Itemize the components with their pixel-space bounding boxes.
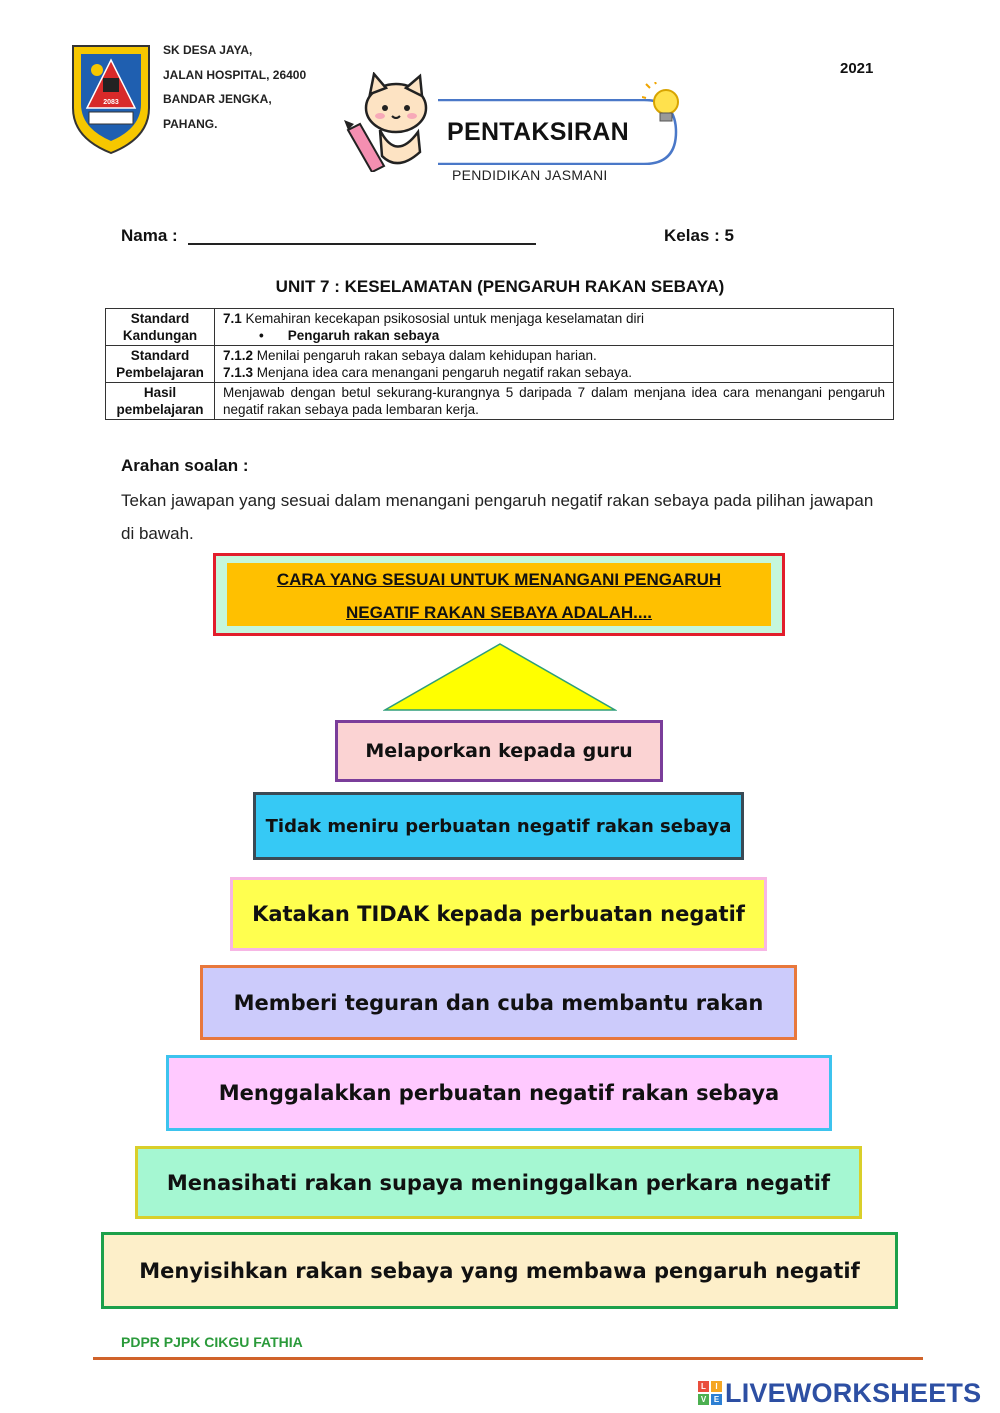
liveworksheets-logo[interactable] (698, 1378, 981, 1408)
answer-option[interactable]: Menasihati rakan supaya meninggalkan perkara negatif (135, 1146, 862, 1219)
school-logo (63, 38, 159, 156)
brand-letter: I (711, 1381, 722, 1392)
triangle-pointer (383, 642, 617, 712)
lightbulb-icon (642, 82, 684, 132)
school-address (163, 38, 306, 136)
unit-title: UNIT 7 : KESELAMATAN (PENGARUH RAKAN SEBAYA) (275, 277, 725, 296)
standard-code: 7.1.2 (223, 348, 254, 363)
instructions-heading: Arahan soalan : (121, 456, 249, 475)
brand-letter: E (711, 1394, 722, 1405)
year-label: 2021 (840, 60, 874, 77)
answer-option[interactable]: Memberi teguran dan cuba membantu rakan (200, 965, 797, 1040)
school-address-line: BANDAR JENGKA, (163, 92, 272, 106)
standard-bullet: • Pengaruh rakan sebaya (223, 327, 885, 344)
cat-pencil-icon (340, 72, 440, 172)
standard-text: Kemahiran kecekapan psikososial untuk menjaga keselamatan diri (241, 311, 645, 326)
instructions-text: Tekan jawapan yang sesuai dalam menangani pengaruh negatif rakan sebaya pada pilihan jawapan di bawah. (121, 491, 874, 543)
answer-option[interactable]: Menyisihkan rakan sebaya yang membawa pengaruh negatif (101, 1232, 898, 1309)
logo-year: 2083 (103, 99, 119, 106)
school-address-line: JALAN HOSPITAL, 26400 (163, 67, 307, 82)
liveworksheets-text: LIVEWORKSHEETS (725, 1377, 982, 1408)
standard-code: 7.1 (223, 311, 242, 326)
answer-option[interactable]: Tidak meniru perbuatan negatif rakan sebaya (253, 792, 744, 860)
brand-letter: V (698, 1394, 709, 1405)
question-line: NEGATIF RAKAN SEBAYA ADALAH.... (345, 603, 653, 622)
table-row-label: Standard Pembelajaran (106, 346, 215, 383)
standard-text: Menilai pengaruh rakan sebaya dalam kehidupan harian. (253, 348, 597, 363)
table-row-content: Menjawab dengan betul sekurang-kurangnya 5 daripada 7 dalam menjana idea cara menangani pengaruh negatif rakan sebaya pada lembaran kerja. (215, 383, 894, 420)
table-row-content (215, 346, 894, 383)
name-blank-line (188, 243, 536, 245)
name-label: Nama : (121, 226, 178, 245)
table-row-label: Hasil pembelajaran (106, 383, 215, 420)
question-box (213, 553, 785, 636)
answer-option[interactable]: Katakan TIDAK kepada perbuatan negatif (230, 877, 767, 951)
table-row (106, 346, 894, 383)
question-line: CARA YANG SESUAI UNTUK MENANGANI PENGARUH (276, 570, 722, 589)
page-subtitle: PENDIDIKAN JASMANI (452, 167, 608, 183)
table-row (106, 309, 894, 346)
footer-credit: PDPR PJPK CIKGU FATHIA (121, 1334, 303, 1350)
footer-divider (93, 1357, 923, 1360)
answer-option[interactable]: Menggalakkan perbuatan negatif rakan sebaya (166, 1055, 832, 1131)
table-row-label: Standard Kandungan (106, 309, 215, 346)
standards-table (105, 308, 894, 420)
question-inner (227, 563, 771, 626)
school-address-line: PAHANG. (163, 116, 218, 131)
table-row-content (215, 309, 894, 346)
class-label: Kelas : 5 (664, 226, 734, 245)
liveworksheets-icon (698, 1381, 722, 1405)
school-address-line: SK DESA JAYA, (163, 43, 253, 57)
page-title: PENTAKSIRAN (447, 118, 630, 146)
brand-letter: L (698, 1381, 709, 1392)
standard-text: Menjana idea cara menangani pengaruh negatif rakan sebaya. (253, 365, 633, 380)
standard-code: 7.1.3 (223, 365, 254, 380)
answer-option[interactable]: Melaporkan kepada guru (335, 720, 663, 782)
table-row (106, 383, 894, 420)
